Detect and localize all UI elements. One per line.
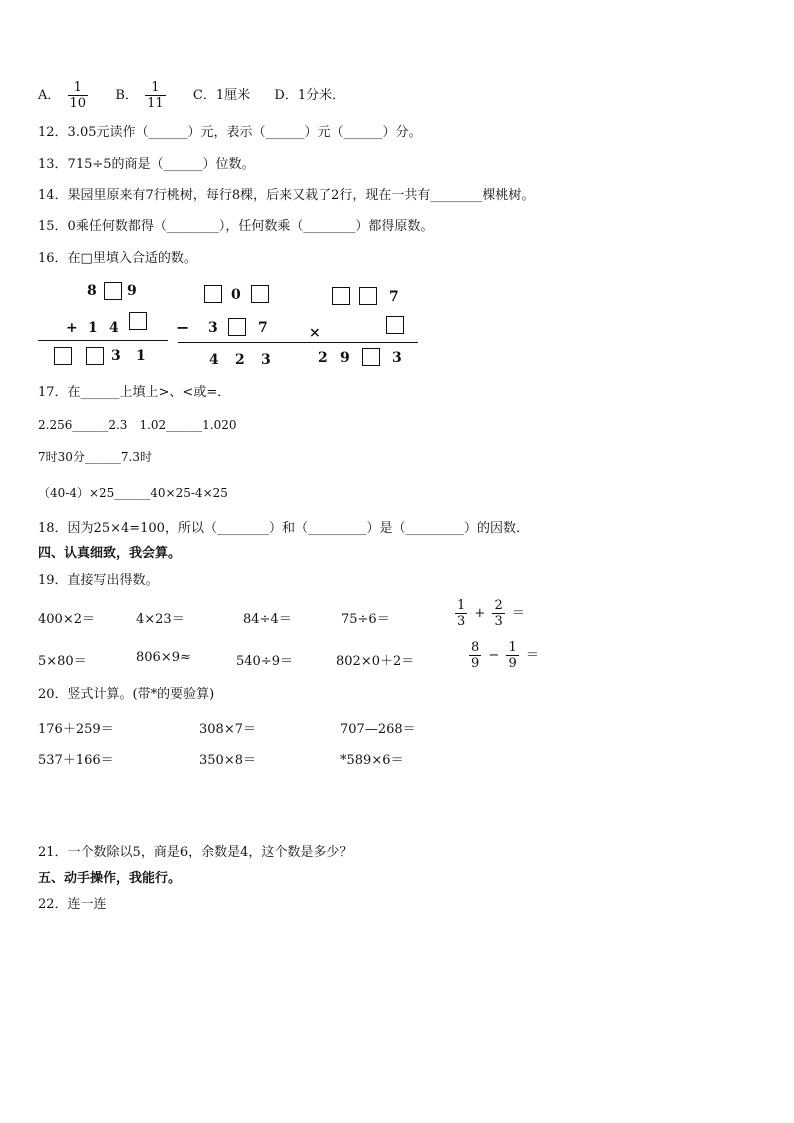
q20-item: 537＋166＝ bbox=[38, 753, 114, 768]
q19-item: 5×80＝ bbox=[38, 654, 87, 669]
q19-item: 400×2＝ bbox=[38, 612, 95, 627]
product-line bbox=[300, 342, 418, 343]
fraction-denominator: 3 bbox=[494, 614, 503, 629]
question-17-a: 2.256______2.3 1.02______1.020 bbox=[38, 418, 237, 432]
blank-box[interactable] bbox=[251, 285, 269, 303]
question-13: 13．715÷5的商是（______）位数。 bbox=[38, 157, 255, 172]
q19-fraction-difference bbox=[466, 640, 539, 671]
fraction-denominator: 9 bbox=[471, 656, 480, 671]
digit: 3 bbox=[111, 348, 121, 364]
option-a-fraction bbox=[68, 80, 89, 111]
digit: 2 bbox=[318, 350, 328, 366]
blank-box[interactable] bbox=[86, 347, 104, 365]
question-22: 22．连一连 bbox=[38, 897, 107, 912]
question-19: 19．直接写出得数。 bbox=[38, 573, 159, 588]
blank-box[interactable] bbox=[386, 316, 404, 334]
q20-item: 308×7＝ bbox=[199, 722, 256, 737]
section-4-title: 四、认真细致，我会算。 bbox=[38, 546, 182, 561]
equals-sign: ＝ bbox=[525, 648, 539, 663]
digit: 2 bbox=[235, 352, 245, 368]
option-d: D．1分米． bbox=[274, 88, 346, 103]
section-5-title: 五、动手操作，我能行。 bbox=[38, 871, 182, 886]
minus-sign: − bbox=[488, 648, 500, 663]
fraction-denominator: 11 bbox=[147, 96, 164, 111]
times-sign: × bbox=[309, 325, 321, 341]
option-b-fraction bbox=[145, 80, 166, 111]
question-12: 12．3.05元读作（______）元，表示（______）元（______）分。 bbox=[38, 125, 422, 140]
question-17-b: 7时30分______7.3时 bbox=[38, 450, 152, 464]
q20-item: *589×6＝ bbox=[340, 753, 404, 768]
plus-sign: + bbox=[66, 320, 78, 336]
fraction-numerator: 1 bbox=[151, 80, 160, 95]
blank-box[interactable] bbox=[104, 282, 122, 300]
digit: 4 bbox=[109, 320, 119, 336]
digit: 3 bbox=[208, 320, 218, 336]
question-17: 17．在______上填上>、<或=． bbox=[38, 385, 231, 400]
digit: 7 bbox=[258, 320, 268, 336]
blank-box[interactable] bbox=[359, 287, 377, 305]
sum-line bbox=[38, 340, 168, 341]
blank-box[interactable] bbox=[129, 312, 147, 330]
q19-item: 75÷6＝ bbox=[341, 612, 390, 627]
minus-sign: − bbox=[176, 318, 190, 337]
option-a-label: A． bbox=[38, 88, 61, 103]
digit: 9 bbox=[340, 350, 350, 366]
fraction-numerator: 1 bbox=[73, 80, 82, 95]
digit: 7 bbox=[389, 289, 399, 305]
q19-item: 540÷9＝ bbox=[236, 654, 293, 669]
digit: 9 bbox=[127, 283, 137, 299]
question-14: 14．果园里原来有7行桃树，每行8棵，后来又栽了2行，现在一共有________棵桃树。 bbox=[38, 188, 535, 203]
question-18: 18．因为25×4=100，所以（________）和（_________）是（_________）的因数． bbox=[38, 521, 529, 536]
q19-item: 802×0＋2＝ bbox=[336, 654, 415, 669]
q19-item: 84÷4＝ bbox=[243, 612, 292, 627]
q19-item: 4×23＝ bbox=[136, 612, 185, 627]
option-b-label: B． bbox=[115, 88, 138, 103]
equals-sign: ＝ bbox=[511, 606, 525, 621]
q19-item: 806×9≈ bbox=[136, 650, 191, 665]
fraction-numerator: 8 bbox=[471, 640, 480, 655]
q20-item: 350×8＝ bbox=[199, 753, 256, 768]
blank-box[interactable] bbox=[362, 348, 380, 366]
question-20: 20．竖式计算。(带*的要验算) bbox=[38, 687, 215, 702]
digit: 8 bbox=[87, 283, 97, 299]
digit: 1 bbox=[88, 320, 98, 336]
digit: 3 bbox=[392, 350, 402, 366]
blank-box[interactable] bbox=[204, 285, 222, 303]
question-16: 16．在□里填入合适的数。 bbox=[38, 251, 197, 266]
q20-item: 176＋259＝ bbox=[38, 722, 114, 737]
fraction-denominator: 3 bbox=[457, 614, 466, 629]
digit: 1 bbox=[136, 348, 146, 364]
fraction-denominator: 10 bbox=[69, 96, 87, 111]
digit: 3 bbox=[261, 352, 271, 368]
difference-line bbox=[178, 342, 300, 343]
question-17-c: （40-4）×25______40×25-4×25 bbox=[38, 486, 228, 500]
q19-fraction-sum bbox=[452, 598, 525, 629]
question-15: 15．0乘任何数都得（________），任何数乘（________）都得原数。 bbox=[38, 219, 434, 234]
blank-box[interactable] bbox=[332, 287, 350, 305]
option-c: C．1厘米 bbox=[192, 88, 251, 103]
digit: 0 bbox=[231, 287, 241, 303]
plus-sign: + bbox=[474, 606, 486, 621]
blank-box[interactable] bbox=[228, 318, 246, 336]
fraction-numerator: 1 bbox=[457, 598, 466, 613]
question-21: 21．一个数除以5，商是6，余数是4，这个数是多少？ bbox=[38, 845, 353, 860]
blank-box[interactable] bbox=[54, 347, 72, 365]
digit: 4 bbox=[209, 352, 219, 368]
q11-options bbox=[38, 80, 345, 111]
fraction-numerator: 1 bbox=[508, 640, 517, 655]
q20-item: 707—268＝ bbox=[340, 722, 416, 737]
fraction-numerator: 2 bbox=[494, 598, 503, 613]
fraction-denominator: 9 bbox=[508, 656, 517, 671]
